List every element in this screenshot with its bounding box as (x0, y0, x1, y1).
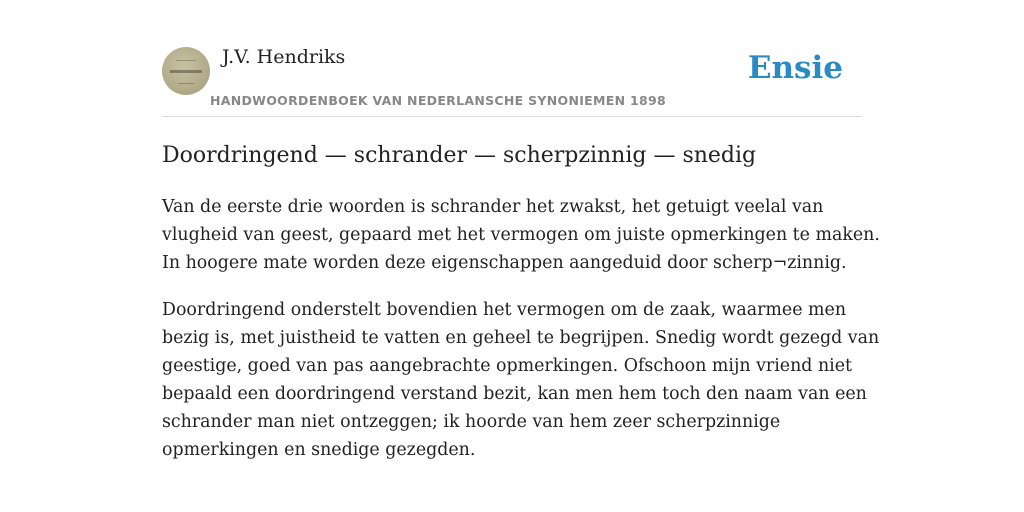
paragraph-line: In hoogere mate worden deze eigenschappen aangeduid door scherp¬zinnig. (162, 253, 847, 273)
paragraph-line: vlugheid van geest, gepaard met het vermogen om juiste opmerkingen te maken. (162, 225, 880, 245)
paragraph-line: bezig is, met juistheid te vatten en geheel te begrijpen. Snedig wordt gezegd van (162, 328, 880, 348)
source-avatar[interactable] (162, 47, 210, 95)
avatar-decoration (178, 83, 194, 84)
avatar-decoration (176, 60, 196, 61)
paragraph-line: schrander man niet ontzeggen; ik hoorde van hem zeer scherpzinnige (162, 412, 781, 432)
paragraph-line: Doordringend onderstelt bovendien het vermogen om de zaak, waarmee men (162, 300, 847, 320)
avatar-decoration (170, 70, 202, 73)
entry-card (162, 40, 880, 464)
entry-paragraph (162, 193, 880, 277)
paragraph-line: geestige, goed van pas aangebrachte opmerkingen. Ofschoon mijn vriend niet (162, 356, 852, 376)
author-link[interactable]: J.V. Hendriks (222, 46, 346, 68)
paragraph-line: Van de eerste drie woorden is schrander het zwakst, het getuigt veelal van (162, 197, 824, 217)
entry-header (162, 40, 862, 117)
entry-paragraph (162, 296, 880, 464)
paragraph-line: bepaald een doordringend verstand bezit, kan men hem toch den naam van een (162, 384, 867, 404)
source-link[interactable]: HANDWOORDENBOEK VAN NEDERLANSCHE SYNONIEMEN 1898 (210, 93, 667, 108)
brand-logo[interactable]: Ensie (747, 50, 843, 86)
entry-title: Doordringend — schrander — scherpzinnig — snedig (162, 143, 757, 168)
paragraph-line: opmerkingen en snedige gezegden. (162, 440, 476, 460)
